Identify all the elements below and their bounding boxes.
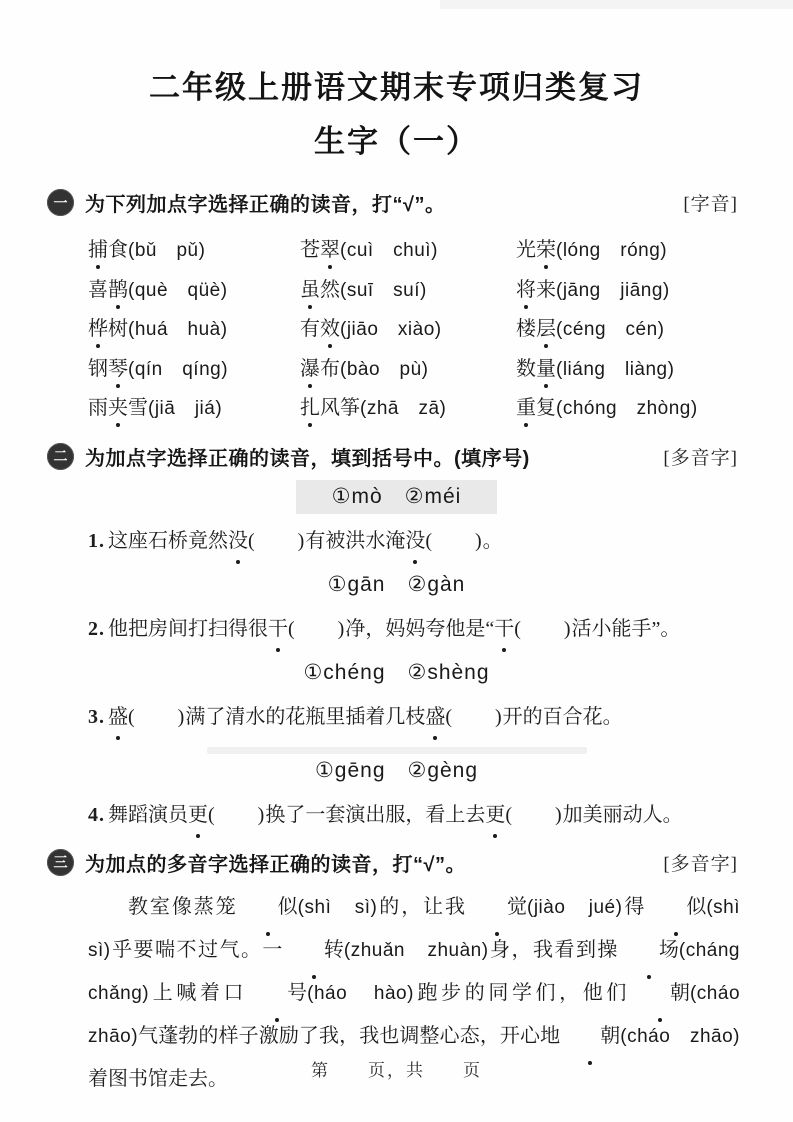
word-grid: [88, 228, 753, 426]
page-subtitle: 生字（一）: [314, 124, 479, 159]
dotted-char: 效: [320, 312, 340, 341]
pronunciation-options: ①chéng ②shèng: [303, 660, 490, 684]
dotted-char: 朝: [630, 972, 690, 1015]
sentence-number: 2.: [88, 617, 105, 640]
dotted-char: 鹊: [108, 273, 128, 302]
sentence-text: 舞蹈演员: [108, 803, 188, 826]
word-item: [516, 312, 753, 341]
section-number-badge: 三: [47, 849, 74, 876]
dotted-char: 荣: [536, 233, 556, 262]
dotted-char: 号: [247, 972, 307, 1015]
sentence-text: 他把房间打扫得很: [108, 617, 268, 640]
inline-pinyin: (zhuǎn zhuàn): [343, 939, 489, 961]
sentence: [88, 526, 753, 557]
sentence-text: 加美丽动人。: [562, 803, 683, 826]
sentence-number: 3.: [88, 705, 105, 728]
section-heading: 为加点的多音字选择正确的读音，打“√”。: [85, 853, 466, 876]
word-item: [300, 233, 516, 262]
word-pinyin: (céng cén): [556, 319, 665, 341]
answer-gap: ( ): [248, 529, 306, 552]
word-item: [300, 391, 516, 420]
sentence: [88, 800, 753, 831]
options-line: [0, 658, 793, 690]
pronunciation-options: ①gān ②gàn: [327, 572, 466, 596]
paragraph-text: 着图书馆走去。: [88, 1067, 228, 1090]
options-line: [0, 570, 793, 602]
sentence-text: 。: [482, 529, 503, 552]
dotted-char: 更: [188, 800, 208, 831]
word-char: 食: [108, 239, 128, 262]
word-pinyin: (bǔ pǔ): [128, 240, 206, 262]
inline-pinyin: (shì sì): [88, 896, 760, 961]
word-item: [88, 312, 300, 341]
sentence-text: 这座石桥竟然: [108, 529, 228, 552]
word-char: 钢: [88, 357, 108, 380]
word-char: 雨: [88, 397, 108, 420]
word-char: 然: [320, 278, 340, 301]
section-number-badge: 二: [47, 443, 74, 470]
dotted-char: 琴: [108, 352, 128, 381]
pronunciation-options: ①gēng ②gèng: [314, 758, 479, 782]
word-char: 苍: [300, 239, 320, 262]
answer-gap: ( ): [288, 617, 346, 640]
dotted-char: 桦: [88, 312, 108, 341]
word-item: [300, 352, 516, 381]
word-pinyin: (chóng zhòng): [556, 398, 698, 420]
scan-artifact: [207, 747, 587, 754]
options-line: [0, 480, 793, 514]
inline-pinyin: (háo hào): [307, 982, 414, 1004]
inline-pinyin: (shì sì): [297, 896, 378, 918]
section-heading: 为加点字选择正确的读音，填到括号中。(填序号): [85, 447, 530, 470]
dotted-char: 盛: [108, 702, 128, 733]
sentence-text: 活小能手”。: [571, 617, 681, 640]
word-item: [88, 391, 300, 420]
word-char: 喜: [88, 278, 108, 301]
word-pinyin: (cuì chuì): [340, 240, 438, 262]
sentence-text: 满了清水的花瓶里插着几枝: [185, 705, 426, 728]
word-item: [516, 391, 753, 420]
word-item: [88, 352, 300, 381]
word-pinyin: (suī suí): [340, 279, 427, 301]
pronunciation-options: ①mò ②méi: [296, 480, 498, 514]
paragraph-text: 跑步的同学们，他们: [413, 981, 630, 1004]
word-pinyin: (jiā jiá): [148, 398, 223, 420]
word-pinyin: (zhā zā): [360, 398, 447, 420]
dotted-char: 场: [619, 929, 679, 972]
word-char: 雪: [128, 397, 148, 420]
dotted-char: 更: [485, 800, 505, 831]
inline-pinyin: (cháo zhāo): [620, 1025, 741, 1047]
word-item: [516, 233, 753, 262]
page-title: 二年级上册语文期末专项归类复习: [149, 70, 644, 105]
word-char: 树: [108, 318, 128, 341]
paragraph-text: 身，我看到操: [488, 938, 619, 961]
dotted-char: 似: [238, 886, 298, 929]
answer-gap: ( ): [514, 617, 572, 640]
word-item: [516, 273, 753, 302]
sentence-number: 1.: [88, 529, 105, 552]
answer-gap: ( ): [505, 803, 563, 826]
word-pinyin: (jāng jiāng): [556, 279, 670, 301]
word-char: 光: [516, 239, 536, 262]
sentence-text: 开的百合花。: [502, 705, 623, 728]
sentence: [88, 614, 753, 645]
scan-artifact: [440, 0, 793, 9]
word-pinyin: (jiāo xiào): [340, 319, 442, 341]
dotted-char: 量: [536, 352, 556, 381]
dotted-char: 觉: [467, 886, 527, 929]
dotted-char: 虽: [300, 273, 320, 302]
word-item: [88, 273, 300, 302]
section-one-header: [47, 188, 738, 217]
sentence-text: 有被洪水淹: [305, 529, 406, 552]
word-char: 数: [516, 357, 536, 380]
word-char: 来: [536, 278, 556, 301]
word-pinyin: (bào pù): [340, 358, 429, 380]
dotted-char: 将: [516, 273, 536, 302]
section-two-header: [47, 442, 738, 471]
word-item: [88, 233, 300, 262]
word-char: 布: [320, 357, 340, 380]
paragraph-text: 上喊着口: [149, 981, 248, 1004]
paragraph-text: 的，让我: [377, 895, 467, 918]
sentence-text: 净，妈妈夸他是“: [345, 617, 495, 640]
paragraph-text: 教室像蒸笼: [128, 895, 238, 918]
dotted-char: 扎: [300, 391, 320, 420]
dotted-char: 转: [284, 929, 344, 972]
dotted-char: 重: [516, 391, 536, 420]
dotted-char: 瀑: [300, 352, 320, 381]
word-pinyin: (liáng liàng): [556, 358, 675, 380]
sentence-number: 4.: [88, 803, 105, 826]
paragraph-text: 乎要喘不过气。一: [110, 938, 284, 961]
word-pinyin: (lóng róng): [556, 240, 668, 262]
word-item: [300, 312, 516, 341]
dotted-char: 盛: [425, 702, 445, 733]
word-char: 复: [536, 397, 556, 420]
section-tag: [多音字]: [663, 853, 738, 875]
dotted-char: 翠: [320, 233, 340, 262]
dotted-char: 似: [646, 886, 706, 929]
footer-page-info: 第 页，共 页: [311, 1061, 482, 1080]
word-char: 风筝: [320, 397, 360, 420]
word-char: 有: [300, 318, 320, 341]
section-tag: [多音字]: [663, 447, 738, 469]
section-tag: [字音]: [683, 194, 738, 215]
word-char: 楼: [516, 318, 536, 341]
sentence: [88, 702, 753, 733]
section-heading: 为下列加点字选择正确的读音，打“√”。: [85, 194, 446, 216]
answer-gap: ( ): [425, 529, 483, 552]
dotted-char: 朝: [560, 1015, 620, 1058]
word-pinyin: (qín qíng): [128, 358, 229, 380]
word-pinyin: (què qüè): [128, 279, 228, 301]
word-pinyin: (huá huà): [128, 319, 228, 341]
dotted-char: 夹: [108, 391, 128, 420]
word-item: [300, 273, 516, 302]
dotted-char: 没: [405, 526, 425, 557]
answer-gap: ( ): [128, 705, 186, 728]
answer-gap: ( ): [208, 803, 266, 826]
paragraph-text: 气蓬勃的样子激励了我，我也调整心态，开心地: [138, 1024, 561, 1047]
dotted-char: 层: [536, 312, 556, 341]
inline-pinyin: (cháng chǎng): [88, 939, 760, 1004]
inline-pinyin: (cháo zhāo): [88, 982, 760, 1047]
inline-pinyin: (jiào jué): [527, 896, 623, 918]
paragraph-text: 得: [622, 895, 647, 918]
dotted-char: 没: [228, 526, 248, 557]
dotted-char: 干: [494, 614, 514, 645]
dotted-char: 捕: [88, 233, 108, 262]
section-three-header: [47, 848, 738, 877]
answer-gap: ( ): [445, 705, 503, 728]
options-line: [0, 756, 793, 788]
word-item: [516, 352, 753, 381]
dotted-char: 干: [268, 614, 288, 645]
section-number-badge: 一: [47, 189, 74, 216]
sentence-text: 换了一套演出服，看上去: [265, 803, 486, 826]
